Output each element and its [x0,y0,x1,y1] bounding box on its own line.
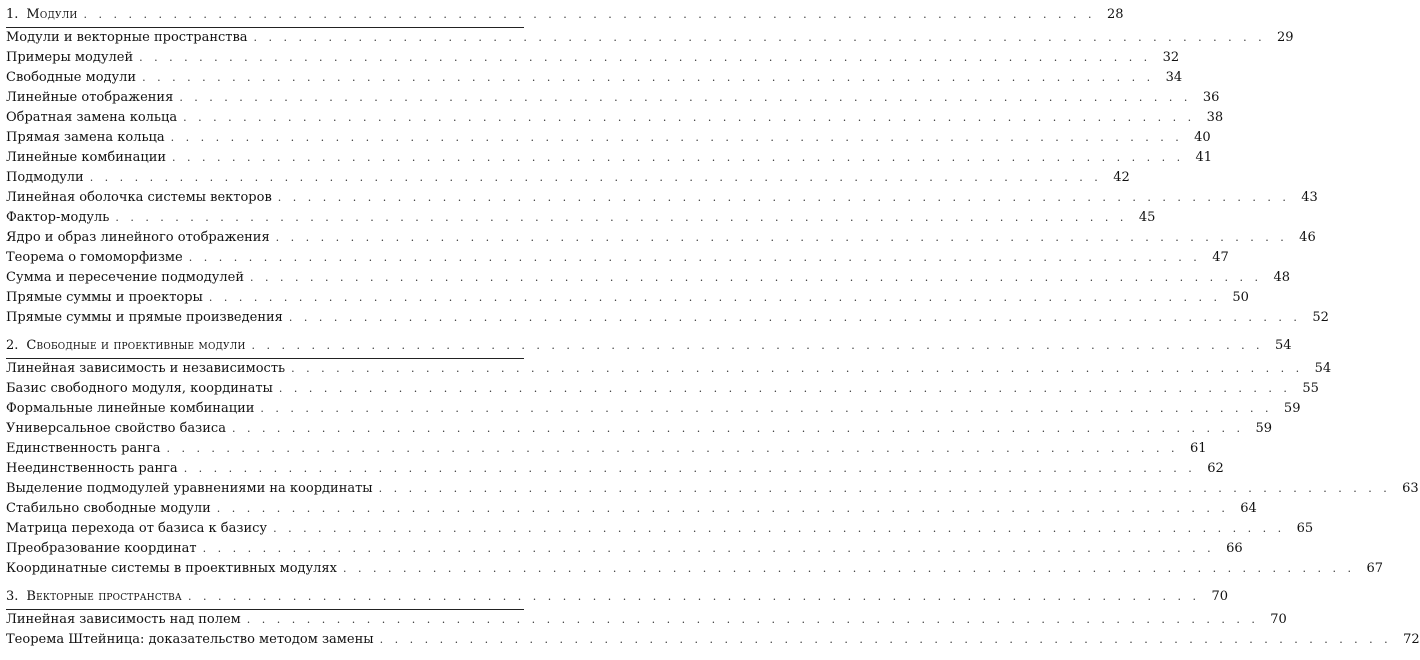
toc-entry[interactable] [6,288,1249,308]
dot-leader: . . . . . . . . . . . . . . . . . . . . . . . . . . . . . . . . . . . . . . . . . . . . . . . . . . . . . . . . . . . . . . . . . . . . [83,8,1096,21]
toc-entry[interactable] [6,630,1420,650]
section-page-number: 70 [1270,612,1287,627]
section-title: Линейные комбинации [6,150,167,165]
dot-leader: . . . . . . . . . . . . . . . . . . . . . . . . . . . . . . . . . . . . . . . . . . . . . . . . . . . . . . . . . . . . . . . . . . . . [208,291,1221,304]
section-title: Неединственность ранга [6,461,178,476]
chapter-heading[interactable] [6,4,1124,26]
section-page-number: 63 [1402,481,1419,496]
section-page-number: 61 [1189,441,1207,456]
chapter-heading[interactable] [6,335,1292,357]
section-title: Преобразование координат [6,541,197,556]
dot-leader: . . . . . . . . . . . . . . . . . . . . . . . . . . . . . . . . . . . . . . . . . . . . . . . . . . . . . . . . . . . . . . . . . . . . [277,191,1290,204]
section-page-number: 38 [1206,110,1224,125]
section-title: Свободные модули [6,70,137,85]
toc-entry[interactable] [6,308,1329,328]
chapter-name: Векторные пространства [26,589,182,604]
toc-entry[interactable] [6,479,1419,499]
section-page-number: 64 [1240,501,1257,516]
chapter-page-number: 70 [1211,589,1228,604]
section-page-number: 72 [1403,632,1420,647]
toc-entry[interactable] [6,208,1156,228]
toc-entry[interactable] [6,559,1384,579]
toc-entry[interactable] [6,539,1243,559]
toc-entry[interactable] [6,128,1211,148]
dot-leader: . . . . . . . . . . . . . . . . . . . . . . . . . . . . . . . . . . . . . . . . . . . . . . . . . . . . . . . . . . . . . . . . . . . . [260,402,1273,415]
chapter-heading[interactable] [6,586,1228,608]
section-page-number: 29 [1277,30,1294,45]
chapter-page-number: 28 [1106,7,1124,22]
dot-leader: . . . . . . . . . . . . . . . . . . . . . . . . . . . . . . . . . . . . . . . . . . . . . . . . . . . . . . . . . . . . . . . . . . . . [216,502,1229,515]
toc-entry[interactable] [6,28,1294,48]
section-page-number: 59 [1255,421,1272,436]
dot-leader: . . . . . . . . . . . . . . . . . . . . . . . . . . . . . . . . . . . . . . . . . . . . . . . . . . . . . . . . . . . . . . . . . . . . [166,442,1179,455]
toc-entry[interactable] [6,268,1291,288]
section-page-number: 52 [1312,310,1329,325]
section-title: Ядро и образ линейного отображения [6,230,270,245]
section-title: Выделение подмодулей уравнениями на координаты [6,481,373,496]
toc-entry[interactable] [6,459,1224,479]
dot-leader: . . . . . . . . . . . . . . . . . . . . . . . . . . . . . . . . . . . . . . . . . . . . . . . . . . . . . . . . . . . . . . . . . . . . [183,462,1196,475]
section-page-number: 43 [1301,190,1318,205]
toc-entry[interactable] [6,108,1224,128]
section-page-number: 54 [1314,361,1332,376]
dot-leader: . . . . . . . . . . . . . . . . . . . . . . . . . . . . . . . . . . . . . . . . . . . . . . . . . . . . . . . . . . . . . . . . . . . . [170,131,1183,144]
section-page-number: 41 [1195,150,1213,165]
dot-leader: . . . . . . . . . . . . . . . . . . . . . . . . . . . . . . . . . . . . . . . . . . . . . . . . . . . . . . . . . . . . . . . . . . . . [188,251,1201,264]
dot-leader: . . . . . . . . . . . . . . . . . . . . . . . . . . . . . . . . . . . . . . . . . . . . . . . . . . . . . . . . . . . . . . . . . . . . [250,271,1263,284]
dot-leader: . . . . . . . . . . . . . . . . . . . . . . . . . . . . . . . . . . . . . . . . . . . . . . . . . . . . . . . . . . . . . . . . . . . . [379,633,1392,646]
dot-leader: . . . . . . . . . . . . . . . . . . . . . . . . . . . . . . . . . . . . . . . . . . . . . . . . . . . . . . . . . . . . . . . . . . . . [246,613,1259,626]
toc-entry[interactable] [6,359,1332,379]
section-title: Прямые суммы и проекторы [6,290,203,305]
section-page-number: 50 [1232,290,1249,305]
dot-leader: . . . . . . . . . . . . . . . . . . . . . . . . . . . . . . . . . . . . . . . . . . . . . . . . . . . . . . . . . . . . . . . . . . . . [231,422,1244,435]
section-title: Линейная зависимость над полем [6,612,241,627]
section-page-number: 42 [1113,170,1130,185]
dot-leader: . . . . . . . . . . . . . . . . . . . . . . . . . . . . . . . . . . . . . . . . . . . . . . . . . . . . . . . . . . . . . . . . . . . . [202,542,1215,555]
section-page-number: 40 [1194,130,1211,145]
dot-leader: . . . . . . . . . . . . . . . . . . . . . . . . . . . . . . . . . . . . . . . . . . . . . . . . . . . . . . . . . . . . . . . . . . . . [115,211,1128,224]
dot-leader: . . . . . . . . . . . . . . . . . . . . . . . . . . . . . . . . . . . . . . . . . . . . . . . . . . . . . . . . . . . . . . . . . . . . [253,31,1266,44]
dot-leader: . . . . . . . . . . . . . . . . . . . . . . . . . . . . . . . . . . . . . . . . . . . . . . . . . . . . . . . . . . . . . . . . . . . . [183,111,1196,124]
section-page-number: 62 [1207,461,1224,476]
section-title: Фактор-модуль [6,210,110,225]
section-title: Прямая замена кольца [6,130,165,145]
section-page-number: 46 [1299,230,1316,245]
section-title: Теорема Штейница: доказательство методом замены [6,632,374,647]
section-title: Координатные системы в проективных модулях [6,561,337,576]
chapter-page-number: 54 [1275,338,1292,353]
section-title: Единственность ранга [6,441,161,456]
section-title: Линейная оболочка системы векторов [6,190,272,205]
dot-leader: . . . . . . . . . . . . . . . . . . . . . . . . . . . . . . . . . . . . . . . . . . . . . . . . . . . . . . . . . . . . . . . . . . . . [142,71,1155,84]
dot-leader: . . . . . . . . . . . . . . . . . . . . . . . . . . . . . . . . . . . . . . . . . . . . . . . . . . . . . . . . . . . . . . . . . . . . [278,382,1291,395]
dot-leader: . . . . . . . . . . . . . . . . . . . . . . . . . . . . . . . . . . . . . . . . . . . . . . . . . . . . . . . . . . . . . . . . . . . . [89,171,1102,184]
dot-leader: . . . . . . . . . . . . . . . . . . . . . . . . . . . . . . . . . . . . . . . . . . . . . . . . . . . . . . . . . . . . . . . . . . . . [251,339,1264,352]
section-title: Линейная зависимость и независимость [6,361,286,376]
section-page-number: 55 [1302,381,1319,396]
dot-leader: . . . . . . . . . . . . . . . . . . . . . . . . . . . . . . . . . . . . . . . . . . . . . . . . . . . . . . . . . . . . . . . . . . . . [179,91,1192,104]
dot-leader: . . . . . . . . . . . . . . . . . . . . . . . . . . . . . . . . . . . . . . . . . . . . . . . . . . . . . . . . . . . . . . . . . . . . [275,231,1288,244]
chapter-title [6,335,252,357]
chapter-block [6,586,1420,650]
section-title: Подмодули [6,170,84,185]
toc-entry[interactable] [6,399,1301,419]
section-page-number: 36 [1202,90,1220,105]
toc-entry[interactable] [6,48,1180,68]
dot-leader: . . . . . . . . . . . . . . . . . . . . . . . . . . . . . . . . . . . . . . . . . . . . . . . . . . . . . . . . . . . . . . . . . . . . [378,482,1391,495]
dot-leader: . . . . . . . . . . . . . . . . . . . . . . . . . . . . . . . . . . . . . . . . . . . . . . . . . . . . . . . . . . . . . . . . . . . . [288,311,1301,324]
section-title: Матрица перехода от базиса к базису [6,521,268,536]
chapter-number: 1. [6,7,19,22]
dot-leader: . . . . . . . . . . . . . . . . . . . . . . . . . . . . . . . . . . . . . . . . . . . . . . . . . . . . . . . . . . . . . . . . . . . . [139,51,1152,64]
section-title: Стабильно свободные модули [6,501,211,516]
toc-entry[interactable] [6,188,1318,208]
chapter-number: 2. [6,338,19,353]
chapter-title [6,4,83,26]
section-page-number: 45 [1138,210,1156,225]
toc-entry[interactable] [6,610,1287,630]
toc-entry[interactable] [6,248,1229,268]
toc-entry[interactable] [6,419,1272,439]
chapter-name: Свободные и проективные модули [26,338,246,353]
toc-entry[interactable] [6,168,1130,188]
toc-entry[interactable] [6,68,1183,88]
section-page-number: 59 [1283,401,1301,416]
toc-entry[interactable] [6,88,1220,108]
section-page-number: 66 [1226,541,1243,556]
section-title: Базис свободного модуля, координаты [6,381,273,396]
toc-entry[interactable] [6,439,1207,459]
section-title: Обратная замена кольца [6,110,178,125]
section-title: Прямые суммы и прямые произведения [6,310,283,325]
toc-entry[interactable] [6,379,1319,399]
toc-entry[interactable] [6,228,1316,248]
section-title: Линейные отображения [6,90,174,105]
section-title: Сумма и пересечение подмодулей [6,270,244,285]
chapter-block [6,335,1419,579]
chapter-name: Модули [26,7,78,22]
toc-entry[interactable] [6,148,1213,168]
chapter-block [6,4,1329,328]
section-page-number: 67 [1366,561,1384,576]
section-title: Формальные линейные комбинации [6,401,255,416]
toc-entry[interactable] [6,499,1257,519]
section-title: Универсальное свойство базиса [6,421,226,436]
section-page-number: 65 [1296,521,1314,536]
dot-leader: . . . . . . . . . . . . . . . . . . . . . . . . . . . . . . . . . . . . . . . . . . . . . . . . . . . . . . . . . . . . . . . . . . . . [291,362,1304,375]
dot-leader: . . . . . . . . . . . . . . . . . . . . . . . . . . . . . . . . . . . . . . . . . . . . . . . . . . . . . . . . . . . . . . . . . . . . [342,562,1356,575]
dot-leader: . . . . . . . . . . . . . . . . . . . . . . . . . . . . . . . . . . . . . . . . . . . . . . . . . . . . . . . . . . . . . . . . . . . . [273,522,1286,535]
chapter-title [6,586,188,608]
dot-leader: . . . . . . . . . . . . . . . . . . . . . . . . . . . . . . . . . . . . . . . . . . . . . . . . . . . . . . . . . . . . . . . . . . . . [187,590,1200,603]
section-page-number: 48 [1273,270,1291,285]
dot-leader: . . . . . . . . . . . . . . . . . . . . . . . . . . . . . . . . . . . . . . . . . . . . . . . . . . . . . . . . . . . . . . . . . . . . [172,151,1185,164]
chapter-number: 3. [6,589,19,604]
toc-entry[interactable] [6,519,1314,539]
section-page-number: 47 [1212,250,1229,265]
section-title: Теорема о гомоморфизме [6,250,183,265]
section-page-number: 32 [1162,50,1180,65]
section-page-number: 34 [1165,70,1183,85]
section-title: Модули и векторные пространства [6,30,248,45]
section-title: Примеры модулей [6,50,134,65]
